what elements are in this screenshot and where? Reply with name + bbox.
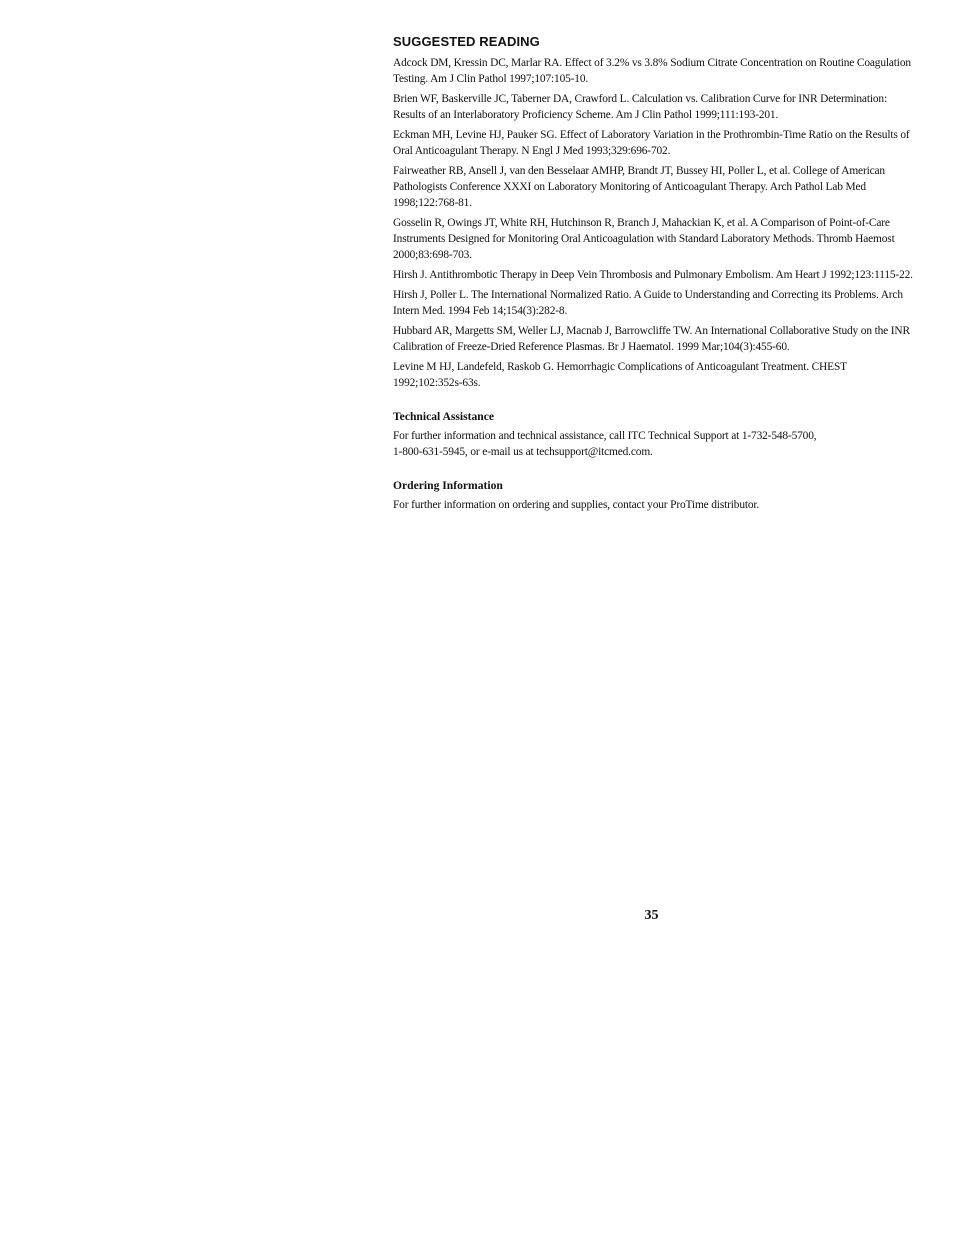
reference-item: Eckman MH, Levine HJ, Pauker SG. Effect of Laboratory Variation in the Prothrombin-Time Ratio on the Results of Oral Anticoagulant Therapy. N Engl J Med 1993;329:696-702. [393,129,910,157]
technical-assistance-line-1: For further information and technical assistance, call ITC Technical Support at 1-732-548-5700, [393,430,817,442]
ordering-information-section [393,478,915,513]
reference-item: Fairweather RB, Ansell J, van den Besselaar AMHP, Brandt JT, Bussey HI, Poller L, et al. College of American Pathologists Conference XXXI on Laboratory Monitoring of Anticoagulant Therapy. Arch Pathol Lab Med 1998;122:768-81. [393,165,885,209]
technical-assistance-section [393,409,915,460]
reference-item: Hirsh J, Poller L. The International Normalized Ratio. A Guide to Understanding and Correcting its Problems. Arch Intern Med. 1994 Feb 14;154(3):282-8. [393,289,903,317]
suggested-reading-heading: SUGGESTED READING [393,34,540,49]
ordering-information-heading: Ordering Information [393,479,503,492]
reference-item: Hubbard AR, Margetts SM, Weller LJ, Macnab J, Barrowcliffe TW. An International Collaborative Study on the INR Calibration of Freeze-Dried Reference Plasmas. Br J Haematol. 1999 Mar;104(3):455-60. [393,325,910,353]
reference-item: Levine M HJ, Landefeld, Raskob G. Hemorrhagic Complications of Anticoagulant Treatment. CHEST 1992;102:352s-63s. [393,361,847,389]
reference-item: Hirsh J. Antithrombotic Therapy in Deep Vein Thrombosis and Pulmonary Embolism. Am Heart J 1992;123:1115-22. [393,269,913,281]
reference-item: Gosselin R, Owings JT, White RH, Hutchinson R, Branch J, Mahackian K, et al. A Comparison of Point-of-Care Instruments Designed for Monitoring Oral Anticoagulation with Standard Laboratory Methods. Thromb Haemost 2000;83:698-703. [393,217,895,261]
reference-item: Adcock DM, Kressin DC, Marlar RA. Effect of 3.2% vs 3.8% Sodium Citrate Concentration on Routine Coagulation Testing. Am J Clin Pathol 1997;107:105-10. [393,57,911,85]
document-column [393,34,915,513]
technical-assistance-line-2: 1-800-631-5945, or e-mail us at techsupport@itcmed.com. [393,446,653,458]
page-number: 35 [644,908,659,923]
technical-assistance-heading: Technical Assistance [393,410,495,423]
ordering-information-text: For further information on ordering and supplies, contact your ProTime distributor. [393,499,760,511]
reference-item: Brien WF, Baskerville JC, Taberner DA, Crawford L. Calculation vs. Calibration Curve for INR Determination: Results of an Interlaboratory Proficiency Scheme. Am J Clin Pathol 1999;111:193-201. [393,93,887,121]
reference-list [393,55,915,391]
